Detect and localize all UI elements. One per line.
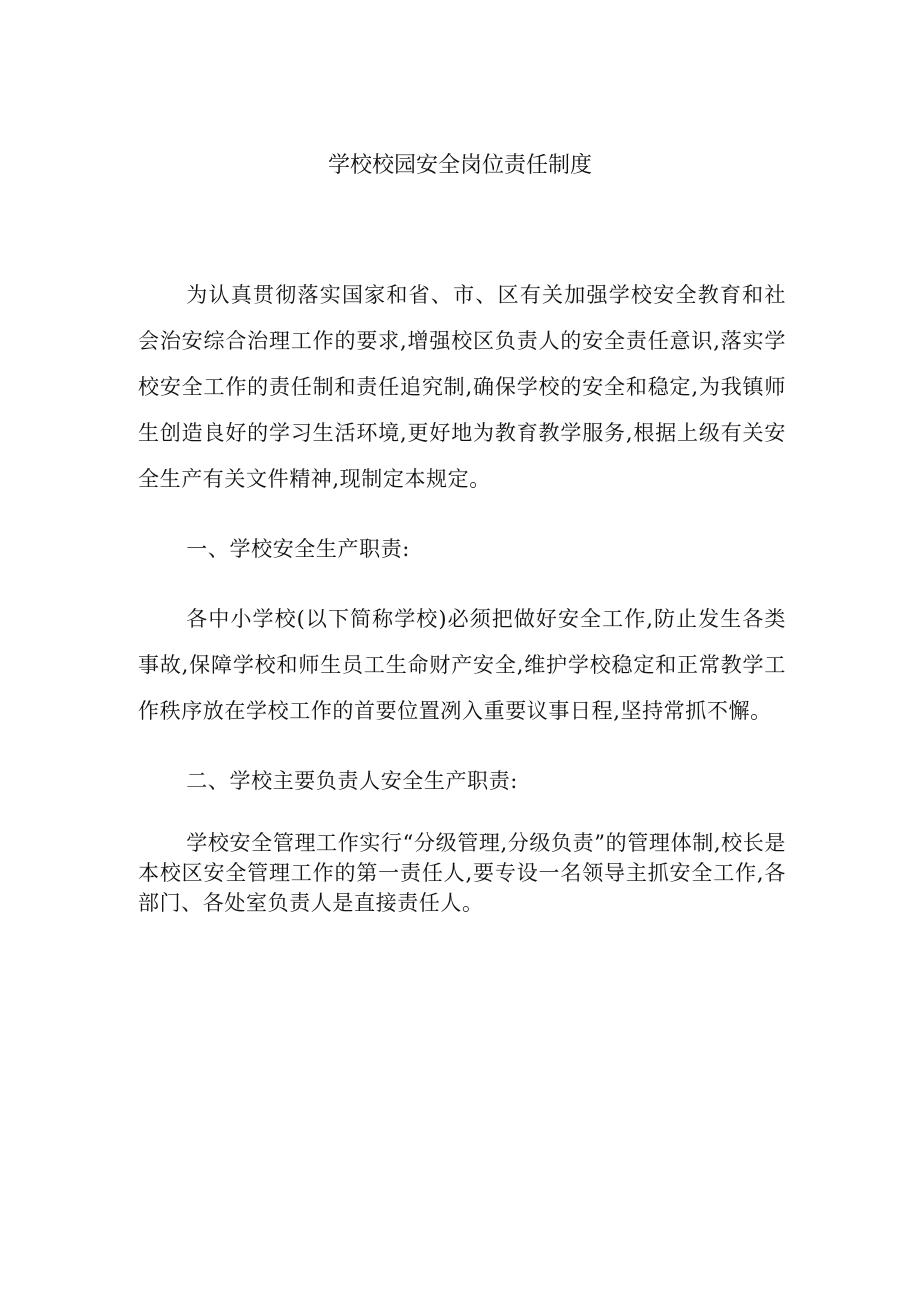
section-heading-principal-duties: 二、学校主要负责人安全生产职责: [186,769,518,793]
section-heading-school-duties: 一、学校安全生产职责: [186,537,410,561]
document-body [138,272,786,918]
document-title: 学校校园安全岗位责任制度 [327,153,592,178]
paragraph-intro: 为认真贯彻落实国家和省、市、区有关加强学校安全教育和社会治安综合治理工作的要求,增强校区负责人的安全责任意识,落实学校安全工作的责任制和责任追究制,确保学校的安全和稳定,为我镇师生创造良好的学习生活环境,更好地为教育教学服务,根据上级有关安全生产有关文件精神,现制定本规定。 [138,283,786,491]
paragraph-principal-duties: 学校安全管理工作实行“分级管理,分级负责”的管理体制,校长是本校区安全管理工作的第一责任人,要专设一名领导主抓安全工作,各部门、各处室负责人是直接责任人。 [138,831,786,915]
paragraph-school-duties: 各中小学校(以下简称学校)必须把做好安全工作,防止发生各类事故,保障学校和师生员工生命财产安全,维护学校稳定和正常教学工作秩序放在学校工作的首要位置冽入重要议事日程,坚持常抓不懈。 [138,607,786,723]
